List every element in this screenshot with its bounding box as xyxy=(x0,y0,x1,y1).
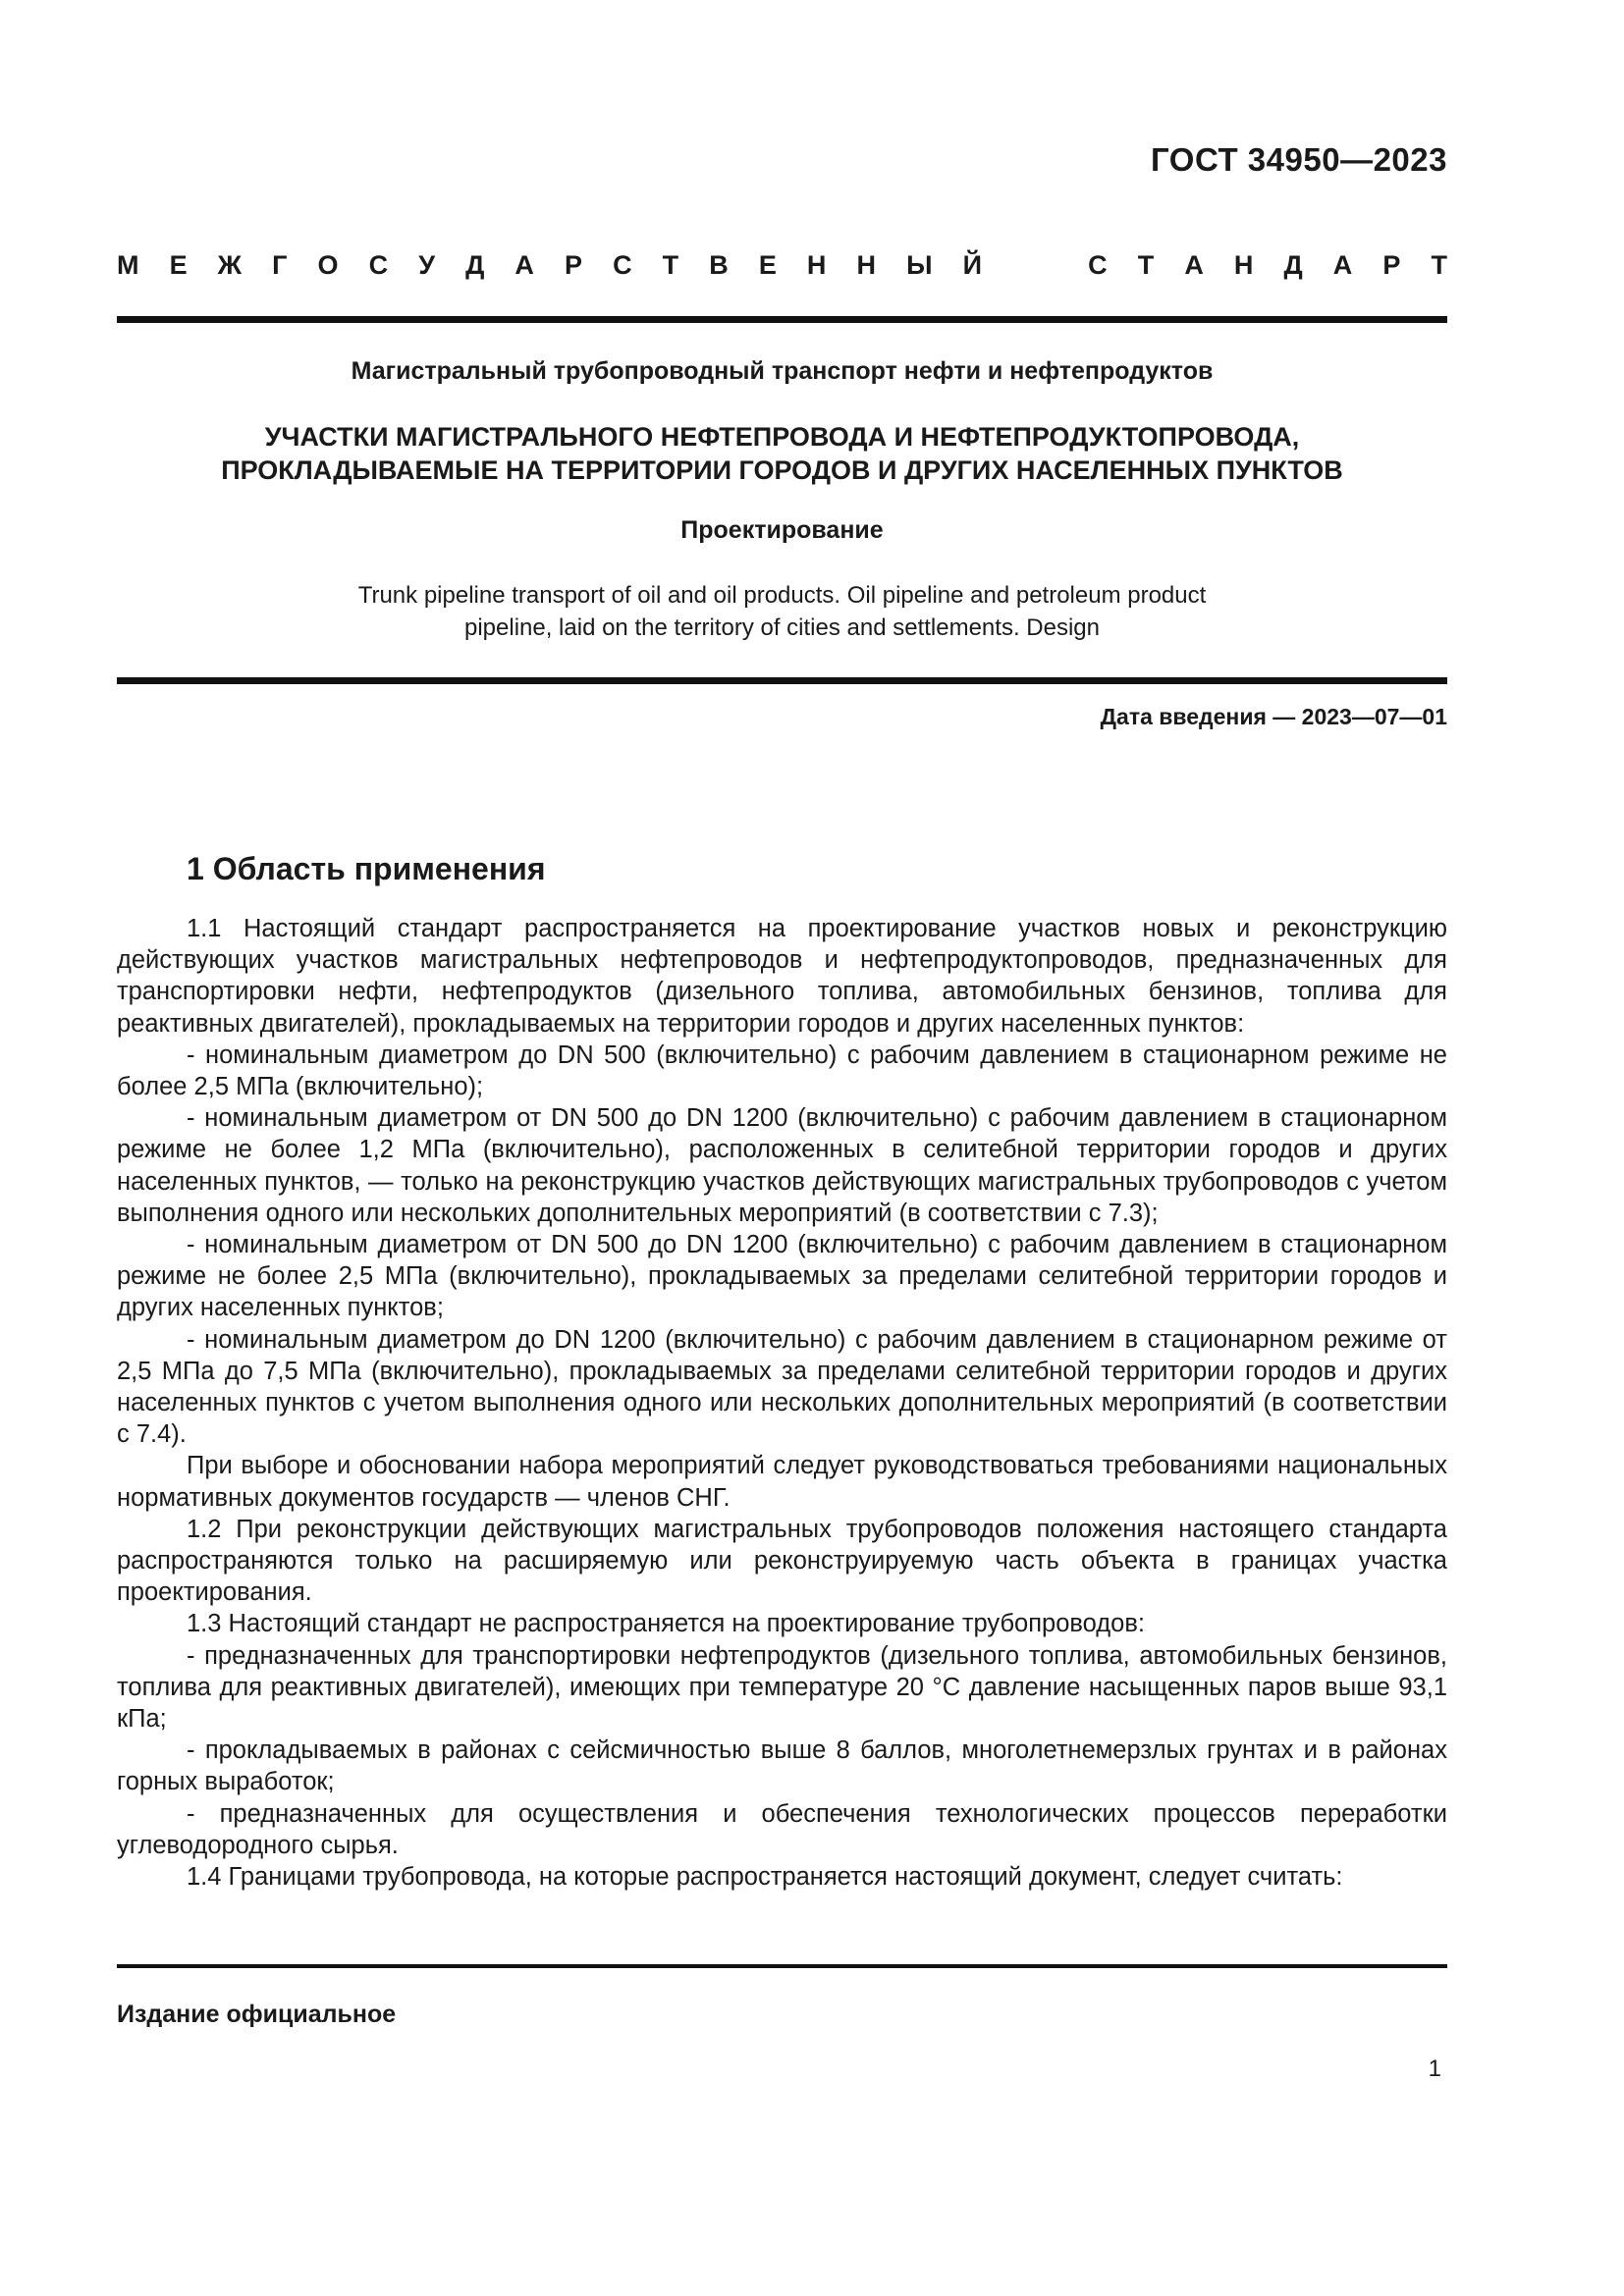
letter: А xyxy=(1332,250,1353,280)
paragraph: 1.4 Границами трубопровода, на которые распространяется настоящий документ, следует считать: xyxy=(187,1863,1343,1892)
letter: Н xyxy=(856,250,876,280)
letter: Е xyxy=(758,250,777,280)
letter: Д xyxy=(1283,250,1303,280)
standard-number: ГОСТ 34950—2023 xyxy=(1151,141,1447,178)
letter: Г xyxy=(272,250,288,280)
letter: Й xyxy=(962,250,982,280)
letter: Р xyxy=(565,250,583,280)
letter: Е xyxy=(169,250,188,280)
list-item: - предназначенных для транспортировки нефтепродуктов (дизельного топлива, автомобильных бензинов, топлива для реактивных двигателей), имеющих при температуре 20 °С давление насыщенных паров выше 93,1 кПа; xyxy=(117,1641,1447,1734)
page-number: 1 xyxy=(1428,2056,1441,2082)
letter: О xyxy=(317,250,339,280)
letter: Д xyxy=(465,250,485,280)
letter: У xyxy=(418,250,436,280)
interstate-standard-heading xyxy=(117,250,1447,281)
letter: Р xyxy=(1382,250,1401,280)
official-edition-label: Издание официальное xyxy=(117,2001,397,2028)
paragraph: 1.1 Настоящий стандарт распространяется на проектирование участков новых и реконструкцию действующих участков магистральных нефтепроводов и нефтепродуктопроводов, предназначенных для транспортировки нефти, нефтепродуктов (дизельного топлива, автомобильных бензинов, топлива для реактивных двигателей), прокладываемых на территории городов и других населенных пунктов: xyxy=(117,915,1447,1038)
letter: С xyxy=(1088,250,1108,280)
title-line: УЧАСТКИ МАГИСТРАЛЬНОГО НЕФТЕПРОВОДА И НЕФТЕПРОДУКТОПРОВОДА, xyxy=(264,422,1300,452)
list-item: - номинальным диаметром от DN 500 до DN 1200 (включительно) с рабочим давлением в стационарном режиме не более 1,2 МПа (включительно), расположенных в селитебной территории городов и других населенных пунктов, — только на реконструкцию участков действующих магистральных трубопроводов с учетом выполнения одного или нескольких дополнительных мероприятий (в соответствии с 7.3); xyxy=(117,1104,1447,1227)
list-item: - предназначенных для осуществления и обеспечения технологических процессов переработки углеводородного сырья. xyxy=(117,1799,1447,1859)
list-item: - номинальным диаметром от DN 500 до DN 1200 (включительно) с рабочим давлением в стационарном режиме не более 2,5 МПа (включительно), прокладываемых за пределами селитебной территории городов и других населенных пунктов; xyxy=(117,1231,1447,1322)
english-title xyxy=(117,579,1447,644)
paragraph: 1.2 При реконструкции действующих магистральных трубопроводов положения настоящего стандарта распространяются только на расширяемую или реконструируемую часть объекта в границах участка проектирования. xyxy=(117,1515,1447,1607)
letter: Н xyxy=(1233,250,1254,280)
list-item: - прокладываемых в районах с сейсмичностью выше 8 баллов, многолетнемерзлых грунтах и в районах горных выработок; xyxy=(117,1736,1447,1796)
word-gap xyxy=(1012,250,1057,281)
title-rule xyxy=(117,677,1447,684)
top-rule xyxy=(117,316,1447,323)
english-title-line: Trunk pipeline transport of oil and oil products. Oil pipeline and petroleum product xyxy=(357,582,1207,609)
document-part-title: Проектирование xyxy=(680,516,884,544)
letter: С xyxy=(368,250,389,280)
letter: Ж xyxy=(217,250,243,280)
letter: Н xyxy=(806,250,827,280)
title-line: ПРОКЛАДЫВАЕМЫЕ НА ТЕРРИТОРИИ ГОРОДОВ И ДРУГИХ НАСЕЛЕННЫХ ПУНКТОВ xyxy=(221,455,1343,485)
letter: В xyxy=(709,250,729,280)
paragraph: При выборе и обосновании набора мероприятий следует руководствоваться требованиями национальных нормативных документов государств — членов СНГ. xyxy=(117,1452,1447,1512)
list-item: - номинальным диаметром до DN 1200 (включительно) с рабочим давлением в стационарном режиме от 2,5 МПа до 7,5 МПа (включительно), прокладываемых за пределами селитебной территории городов и других населенных пунктов с учетом выполнения одного или нескольких дополнительных мероприятий (в соответствии с 7.4). xyxy=(117,1325,1447,1449)
section-body xyxy=(117,913,1447,1893)
english-title-line: pipeline, laid on the territory of cities and settlements. Design xyxy=(463,614,1100,641)
letter: С xyxy=(613,250,632,280)
letter: А xyxy=(514,250,534,280)
letter: А xyxy=(1184,250,1204,280)
document-title xyxy=(117,420,1447,487)
footer-rule xyxy=(117,1964,1447,1968)
letter: Ы xyxy=(906,250,933,280)
letter: Т xyxy=(662,250,679,280)
letter: М xyxy=(117,250,139,280)
letter: Т xyxy=(1431,250,1447,280)
document-subtitle: Магистральный трубопроводный транспорт нефти и нефтепродуктов xyxy=(351,357,1214,385)
letter: Т xyxy=(1137,250,1155,280)
section-heading: 1 Область применения xyxy=(187,851,546,886)
list-item: - номинальным диаметром до DN 500 (включительно) с рабочим давлением в стационарном режиме не более 2,5 МПа (включительно); xyxy=(117,1041,1447,1101)
paragraph: 1.3 Настоящий стандарт не распространяется на проектирование трубопроводов: xyxy=(187,1610,1145,1638)
introduction-date: Дата введения — 2023—07—01 xyxy=(1100,704,1447,729)
